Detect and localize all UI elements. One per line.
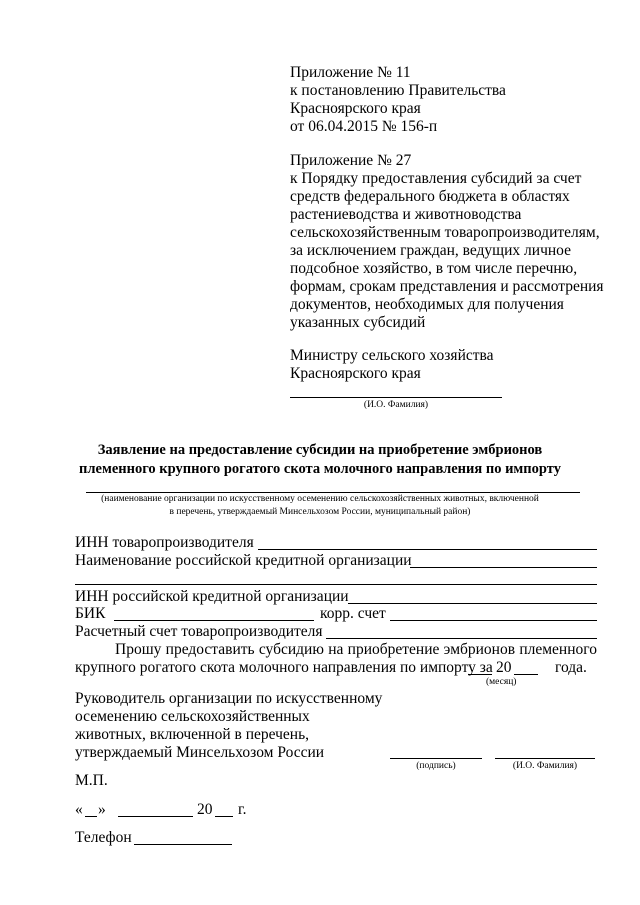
appendix-27-line: за исключением граждан, ведущих личное bbox=[290, 242, 571, 259]
date-open-quote: « bbox=[75, 801, 83, 818]
corr-account-field[interactable] bbox=[390, 620, 597, 621]
settlement-account-label: Расчетный счет товаропроизводителя bbox=[75, 623, 323, 640]
date-day-field[interactable] bbox=[85, 816, 97, 817]
appendix-27-line: Приложение № 27 bbox=[290, 152, 412, 169]
bank-inn-label: ИНН российской кредитной организации bbox=[75, 588, 349, 605]
inn-producer-field[interactable] bbox=[258, 549, 597, 550]
addressee-line: Министру сельского хозяйства bbox=[290, 347, 494, 364]
bik-field[interactable] bbox=[114, 620, 314, 621]
date-year-prefix: 20 bbox=[197, 801, 213, 818]
appendix-27-line: к Порядку предоставления субсидий за счет bbox=[290, 170, 582, 187]
inn-producer-label: ИНН товаропроизводителя bbox=[75, 534, 254, 551]
signer-fio-caption: (И.О. Фамилия) bbox=[512, 761, 578, 771]
head-title-line: осеменению сельскохозяйственных bbox=[75, 708, 310, 725]
head-title-line: утверждаемый Минсельхозом России bbox=[75, 744, 325, 761]
appendix-27-line: указанных субсидий bbox=[290, 314, 426, 331]
head-title-line: животных, включенной в перечень, bbox=[75, 726, 310, 743]
organization-caption-line: (наименование организации по искусственному осеменению сельскохозяйственных животных, включенной bbox=[101, 494, 539, 504]
addressee-line: Красноярского края bbox=[290, 365, 421, 382]
date-year-suffix: г. bbox=[238, 801, 247, 818]
organization-name-line[interactable] bbox=[86, 492, 580, 493]
date-month-field[interactable] bbox=[118, 816, 193, 817]
appendix-27-line: растениеводства и животноводства bbox=[290, 206, 522, 223]
signature-field[interactable] bbox=[390, 758, 482, 759]
signature-caption: (подпись) bbox=[416, 761, 456, 771]
request-year-prefix: 20 bbox=[496, 659, 512, 676]
appendix-11-line: к постановлению Правительства bbox=[290, 82, 506, 99]
addressee-fio-caption: (И.О. Фамилия) bbox=[363, 400, 429, 410]
date-year-field[interactable] bbox=[215, 816, 233, 817]
month-caption: (месяц) bbox=[486, 677, 517, 687]
appendix-27-line: документов, необходимых для получения bbox=[290, 296, 564, 313]
head-title-line: Руководитель организации по искусственному bbox=[75, 690, 383, 707]
appendix-27-line: средств федерального бюджета в областях bbox=[290, 188, 570, 205]
request-line-2: крупного рогатого скота молочного направления по импорту за bbox=[75, 659, 493, 676]
date-close-quote: » bbox=[98, 801, 106, 818]
title-line: Заявление на предоставление субсидии на приобретение эмбрионов bbox=[97, 442, 543, 458]
request-year-field[interactable] bbox=[514, 674, 538, 675]
bank-name-field-continuation[interactable] bbox=[75, 584, 597, 585]
bik-label: БИК bbox=[75, 605, 106, 622]
organization-caption-line: в перечень, утверждаемый Минсельхозом России, муниципальный район) bbox=[169, 507, 471, 517]
appendix-27-line: формам, срокам представления и рассмотрения bbox=[290, 278, 604, 295]
title-line: племенного крупного рогатого скота молочного направления по импорту bbox=[79, 461, 561, 477]
bank-name-label: Наименование российской кредитной организации bbox=[75, 552, 412, 569]
settlement-account-field[interactable] bbox=[326, 638, 597, 639]
request-line-1: Прошу предоставить субсидию на приобретение эмбрионов племенного bbox=[115, 641, 597, 658]
appendix-27-line: подсобное хозяйство, в том числе перечню, bbox=[290, 260, 578, 277]
appendix-11-line: Приложение № 11 bbox=[290, 64, 411, 81]
appendix-11-line: Красноярского края bbox=[290, 100, 421, 117]
appendix-27-line: сельскохозяйственным товаропроизводителям, bbox=[290, 224, 600, 241]
corr-account-label: корр. счет bbox=[320, 605, 386, 622]
request-month-field[interactable] bbox=[468, 674, 492, 675]
bank-inn-field[interactable] bbox=[348, 603, 597, 604]
appendix-11-line: от 06.04.2015 № 156-п bbox=[290, 118, 438, 135]
signer-fio-field[interactable] bbox=[495, 758, 595, 759]
phone-label: Телефон bbox=[75, 829, 132, 846]
phone-field[interactable] bbox=[134, 844, 232, 845]
request-year-suffix: года. bbox=[555, 659, 587, 676]
stamp-label: М.П. bbox=[75, 772, 108, 789]
addressee-fio-line[interactable] bbox=[290, 397, 502, 398]
bank-name-field[interactable] bbox=[410, 567, 597, 568]
